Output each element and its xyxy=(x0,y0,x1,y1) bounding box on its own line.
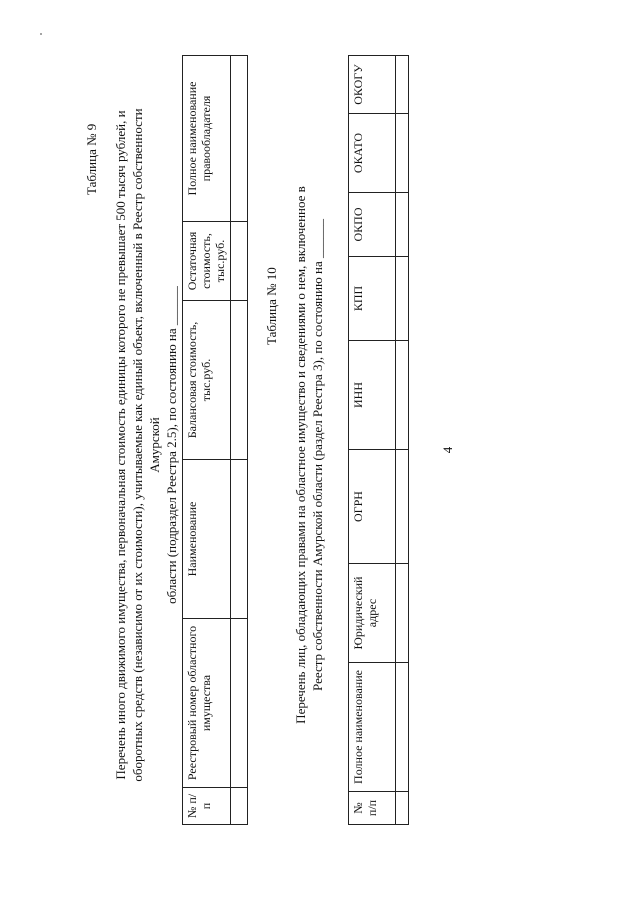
table9-header-cell: Полное наименование правообладателя xyxy=(183,56,231,222)
table10-header-cell: Юридический адрес xyxy=(349,564,396,663)
table10-cell xyxy=(396,663,409,792)
table9-cell xyxy=(230,619,247,788)
table9-header-cell: Реестровый номер областного имущества xyxy=(183,619,231,788)
table10-header-cell: № п/п xyxy=(349,792,396,825)
table10-header-cell: ОКОГУ xyxy=(349,56,396,114)
table9-title-line: Перечень иного движимого имущества, первоначальная стоимость единицы которого не превышает 500 тысяч рублей, и xyxy=(113,110,128,780)
scan-speck xyxy=(40,33,42,35)
table9-title-line: оборотных средств (независимо от их стоимости), учитываемые как единый объект, включенный в Реестр собственности Амурской xyxy=(130,108,162,782)
table9-header-cell: № п/п xyxy=(183,788,231,825)
table9-cell xyxy=(230,301,247,460)
table9-header-cell: Наименование xyxy=(183,460,231,619)
table9 xyxy=(182,55,248,825)
table10-header-cell: ОКАТО xyxy=(349,114,396,193)
table9-cell xyxy=(230,56,247,222)
table10-header-cell: КПП xyxy=(349,257,396,341)
table10-title-line: Перечень лиц, обладающих правами на областное имущество и сведениями о нем, включенное в xyxy=(293,186,308,724)
table10 xyxy=(348,55,409,825)
table9-cell xyxy=(230,222,247,301)
table9-header-cell: Балансовая стоимость, тыс.руб. xyxy=(183,301,231,460)
table10-cell xyxy=(396,56,409,114)
table10-title xyxy=(292,145,326,765)
table9-cell xyxy=(230,788,247,825)
table10-empty-row xyxy=(396,56,409,825)
table10-header-row xyxy=(349,56,396,825)
table10-header-cell: ИНН xyxy=(349,341,396,450)
table10-cell xyxy=(396,792,409,825)
table10-header-cell: ОКПО xyxy=(349,193,396,257)
table9-label: Таблица № 9 xyxy=(84,123,99,195)
table9-title-line: области (подраздел Реестра 2.5), по состоянию на ______ xyxy=(164,286,179,604)
table9-empty-row xyxy=(230,56,247,825)
table9-title xyxy=(112,85,180,805)
table10-cell xyxy=(396,450,409,564)
table9-cell xyxy=(230,460,247,619)
table9-header-cell: Остаточная стоимость, тыс.руб. xyxy=(183,222,231,301)
table10-title-line: Реестр собственности Амурской области (раздел Реестра 3), по состоянию на ______ xyxy=(310,219,325,691)
table10-cell xyxy=(396,341,409,450)
table10-cell xyxy=(396,193,409,257)
table9-header-row xyxy=(183,56,231,825)
table10-label: Таблица № 10 xyxy=(264,267,279,345)
page-number: 4 xyxy=(440,446,455,454)
table10-header-cell: Полное наименование xyxy=(349,663,396,792)
table10-cell xyxy=(396,564,409,663)
table10-header-cell: ОГРН xyxy=(349,450,396,564)
table10-cell xyxy=(396,257,409,341)
table10-cell xyxy=(396,114,409,193)
